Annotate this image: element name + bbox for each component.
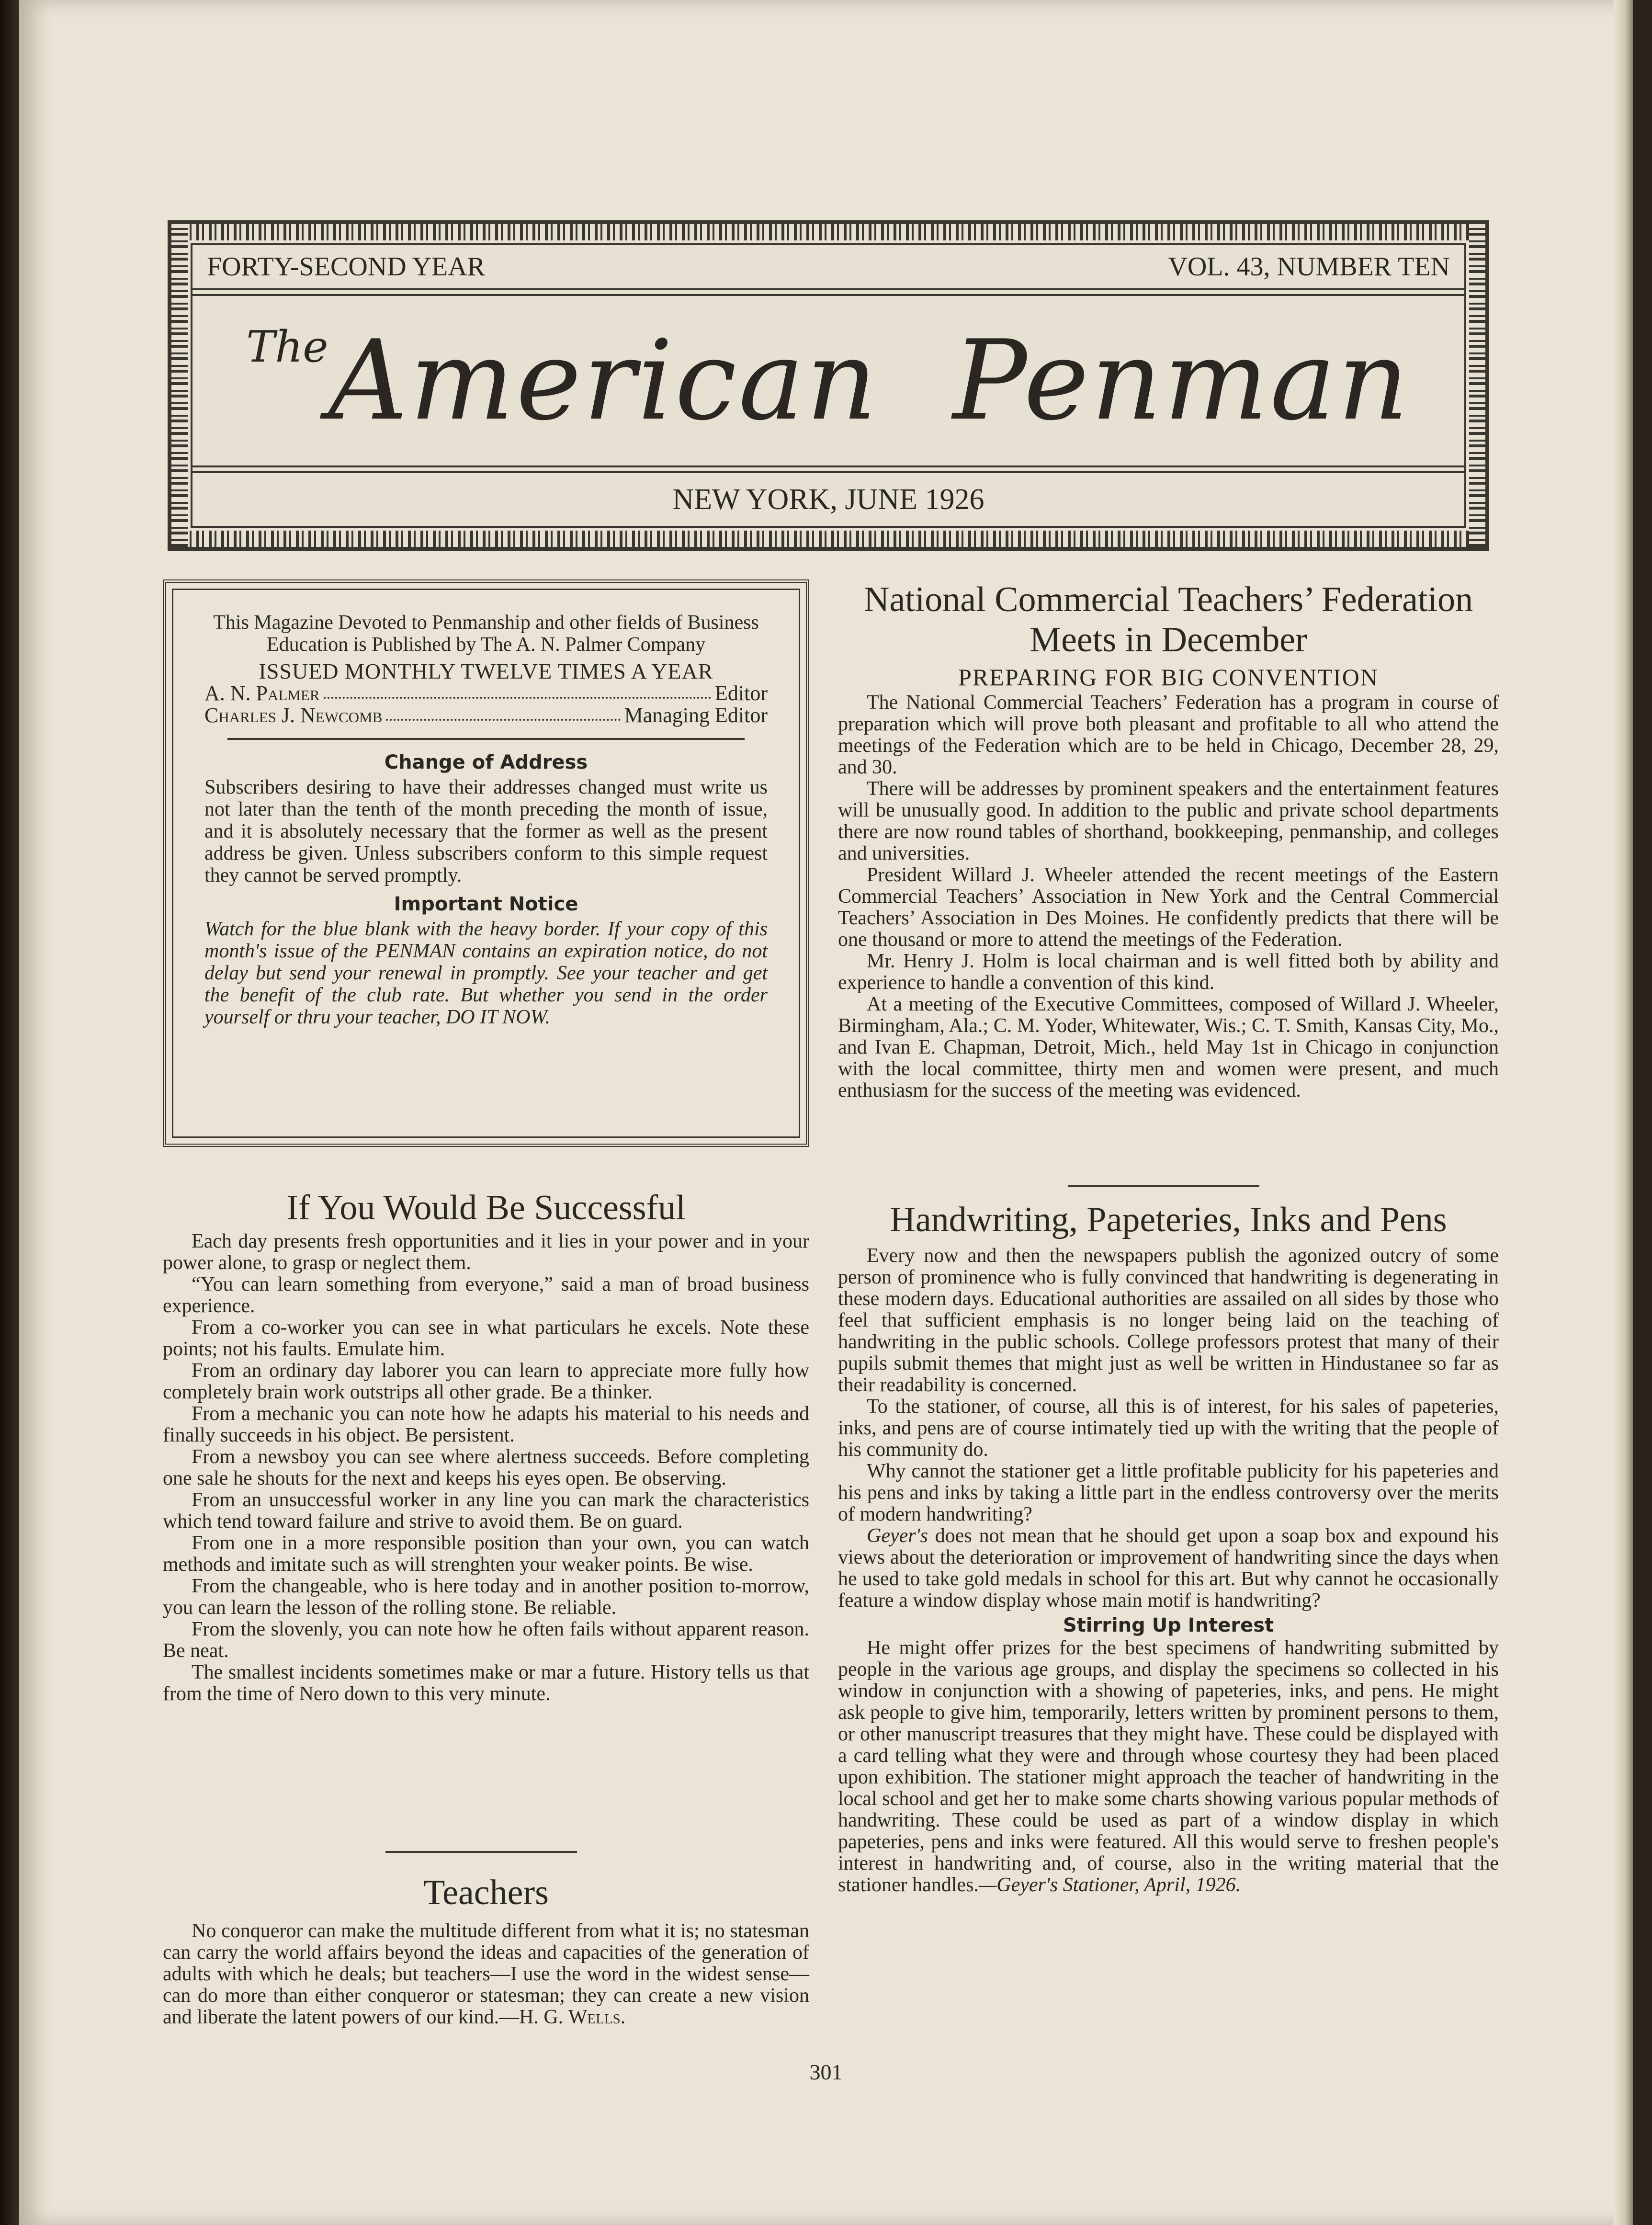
ncft-heading: National Commercial Teachers’ Federation Meets in December — [863, 580, 1473, 659]
final-paragraph-text: He might offer prizes for the best specimens of handwriting submitted by people in the various age groups, and display the specimens so collected in his window in conjunction with a showing of papeteries, inks, and pens. He might ask people to give him, temporarily, letters written by prominent persons to them, or other manuscript treasures that they might have. These could be displayed with a card telling what they were and through whose courtesy they had been placed upon exhibition. The stationer might approach the teacher of handwriting in the local school and get her to make some charts showing various popular methods of handwriting. These could be used as part of a window display in which papeteries, pens and inks were featured. All this would serve to freshen people's interest in handwriting and, of course, also in the writing material that the stationer handles. — [838, 1637, 1499, 1896]
teachers-text: No conqueror can make the multitude different from what it is; no statesman can carry the world affairs beyond the ideas and capacities of the generation of adults with which he deals; but teachers—I use the word in the widest sense—can do more than either conqueror or statesman; they can create a new vision and liberate the latent powers of our kind.—H. G. — [163, 1920, 809, 2028]
article-paragraph: Mr. Henry J. Holm is local chairman and is well fitted both by ability and experience to handle a convention of this kind. — [838, 950, 1499, 994]
magazine-page — [19, 0, 1633, 2225]
managing-editor-name: Charles J. Newcomb — [204, 704, 383, 727]
teachers-article — [163, 1920, 809, 2028]
geyers-text: does not mean that he should get upon a soap box and expound his views about the deterioration or improvement of handwriting since the days when he used to take gold medals in school for this art. But why cannot he occasionally feature a window display whose main motif is handwriting? — [838, 1525, 1499, 1612]
editor-role: Editor — [715, 681, 768, 705]
geyers-name: Geyer's — [867, 1525, 928, 1547]
masthead-title-the: The — [246, 322, 328, 372]
section-divider — [385, 1851, 577, 1853]
masthead-rule — [192, 294, 1464, 296]
article-paragraph: To the stationer, of course, all this is of interest, for his sales of papeteries, inks, and pens are of course intimately tied up with the writing that the people of his community do. — [838, 1396, 1499, 1461]
success-heading: If You Would Be Successful — [286, 1188, 686, 1227]
masthead-frame — [191, 243, 1466, 528]
article-paragraph: From a mechanic you can note how he adapts his material to his needs and finally succeeds in his object. Be persistent. — [163, 1403, 809, 1446]
article-paragraph — [163, 1920, 809, 2028]
section-divider — [1068, 1185, 1259, 1187]
masthead-rule — [192, 465, 1464, 467]
publisher-info-box — [163, 579, 809, 1147]
change-of-address-body: Subscribers desiring to have their addresses changed must write us not later than the tenth of the month preceding the month of issue, and it is absolutely necessary that the former as well as the present address be given. Unless subscribers conform to this simple request they cannot be served promptly. — [204, 776, 768, 886]
leader-dots — [324, 682, 711, 699]
masthead — [168, 220, 1489, 551]
article-paragraph — [838, 1525, 1499, 1612]
article-paragraph: The National Commercial Teachers’ Federation has a program in course of preparation which will prove both pleasant and profitable to all who attend the meetings of the Federation which are to be held in Chicago, December 28, 29, and 30. — [838, 692, 1499, 778]
article-paragraph: From one in a more responsible position than your own, you can watch methods and imitate such as will strenghten your weaker points. Be wise. — [163, 1532, 809, 1576]
book-spine — [0, 0, 19, 2225]
article-paragraph: Why cannot the stationer get a little profitable publicity for his papeteries and his pens and inks by taking a little part in the endless controversy over the merits of modern handwriting? — [838, 1460, 1499, 1525]
masthead-top-line — [192, 245, 1464, 288]
article-paragraph: There will be addresses by prominent speakers and the entertainment features will be unusually good. In addition to the public and private school departments there are now round tables of shorthand, bookkeeping, penmanship, and colleges and universities. — [838, 778, 1499, 864]
page-edge — [1614, 0, 1633, 2225]
teachers-heading: Teachers — [423, 1873, 549, 1912]
article-paragraph: Each day presents fresh opportunities and it lies in your power and in your power alone, to grasp or neglect them. — [163, 1230, 809, 1274]
article-paragraph: From the changeable, who is here today and in another position to-morrow, you can learn the lesson of the rolling stone. Be reliable. — [163, 1575, 809, 1619]
article-paragraph: From the slovenly, you can note how he often fails without apparent reason. Be neat. — [163, 1618, 809, 1662]
article-paragraph: From a co-worker you can see in what particulars he excels. Note these points; not his faults. Emulate him. — [163, 1317, 809, 1360]
managing-editor-role: Managing Editor — [624, 704, 768, 727]
ornamental-border-top — [171, 224, 1485, 240]
masthead-volume: VOL. 43, NUMBER TEN — [1168, 252, 1450, 282]
article-paragraph: President Willard J. Wheeler attended the recent meetings of the Eastern Commercial Teachers’ Association in New York and the Central Commercial Teachers’ Association in Des Moines. He confidently predicts that there will be one thousand or more to attend the meetings of the Federation. — [838, 864, 1499, 951]
handwriting-heading: Handwriting, Papeteries, Inks and Pens — [890, 1200, 1447, 1239]
masthead-title-main: American Penman — [328, 317, 1411, 445]
masthead-title — [192, 317, 1464, 445]
article-paragraph: From an ordinary day laborer you can learn to appreciate more fully how completely brain work outstrips all other grade. Be a thinker. — [163, 1360, 809, 1403]
leader-dots — [386, 704, 620, 721]
info-issued: ISSUED MONTHLY TWELVE TIMES A YEAR — [259, 659, 713, 683]
ncft-article — [838, 692, 1499, 1101]
article-paragraph: At a meeting of the Executive Committees, composed of Willard J. Wheeler, Birmingham, Ala.; C. M. Yoder, Whitewater, Wis.; C. T. Smith, Kansas City, Mo., and Ivan E. Chapman, Detroit, Mich., held May 1st in Chicago in conjunction with the local committee, thirty men and women were present, and much enthusiasm for the success of the meeting was evidenced. — [838, 993, 1499, 1101]
editor-line — [204, 682, 768, 704]
teachers-signature: Wells. — [568, 2006, 626, 2028]
article-paragraph: Every now and then the newspapers publish the agonized outcry of some person of prominence who is fully convinced that handwriting is degenerating in these modern days. Educational authorities are assailed on all sides by those who feel that sufficient emphasis is no longer being laid on the teaching of handwriting in the public schools. College professors protest that many of their pupils submit themes that might just as well be written in Hindustanee so far as their readability is concerned. — [838, 1245, 1499, 1396]
stirring-up-interest-heading: Stirring Up Interest — [1063, 1614, 1274, 1636]
masthead-rule — [192, 288, 1464, 290]
managing-editor-line — [204, 704, 768, 727]
masthead-year: FORTY-SECOND YEAR — [207, 252, 486, 282]
article-paragraph — [838, 1637, 1499, 1896]
page-number: 301 — [809, 2060, 843, 2084]
masthead-dateline: NEW YORK, JUNE 1926 — [672, 483, 984, 516]
info-intro: This Magazine Devoted to Penmanship and other fields of Business Education is Published by The A. N. Palmer Company — [213, 612, 759, 656]
divider — [227, 738, 745, 740]
article-paragraph: From a newsboy you can see where alertness succeeds. Before completing one sale he shouts for the next and keeps his eyes open. Be observing. — [163, 1446, 809, 1489]
ornamental-border-left — [171, 224, 188, 547]
source-citation: —Geyer's Stationer, April, 1926. — [978, 1874, 1241, 1896]
important-notice-heading: Important Notice — [394, 893, 578, 915]
ornamental-border-right — [1469, 224, 1485, 547]
article-paragraph: “You can learn something from everyone,” said a man of broad business experience. — [163, 1273, 809, 1317]
article-paragraph: From an unsuccessful worker in any line you can mark the characteristics which tend toward failure and strive to avoid them. Be on guard. — [163, 1489, 809, 1533]
success-article — [163, 1231, 809, 1705]
ornamental-border-bottom — [171, 531, 1485, 547]
editor-name: A. N. Palmer — [204, 681, 320, 705]
handwriting-article — [838, 1245, 1499, 1896]
article-paragraph: The smallest incidents sometimes make or mar a future. History tells us that from the time of Nero down to this very minute. — [163, 1661, 809, 1705]
ncft-subheading: PREPARING FOR BIG CONVENTION — [958, 664, 1379, 691]
important-notice-body: Watch for the blue blank with the heavy border. If your copy of this month's issue of the PENMAN contains an expiration notice, do not delay but send your renewal in promptly. See your teacher and get the benefit of the club rate. But whether you send in the order yourself or thru your teacher, DO IT NOW. — [204, 918, 768, 1028]
change-of-address-heading: Change of Address — [384, 751, 588, 773]
